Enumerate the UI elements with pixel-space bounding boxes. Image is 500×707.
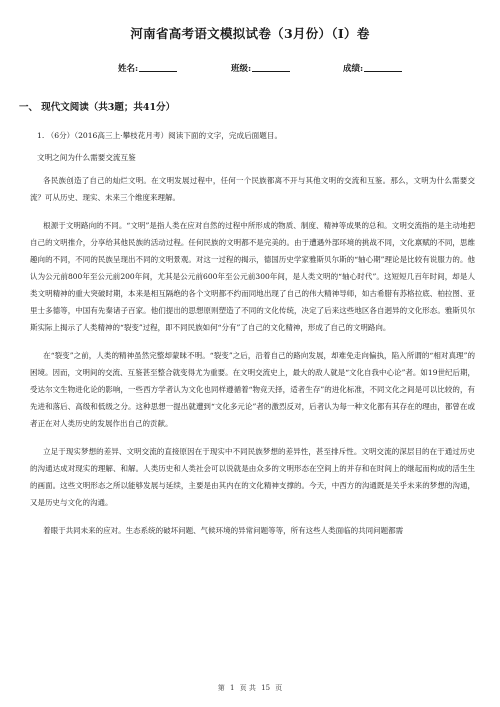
score-field[interactable] xyxy=(343,62,402,74)
footer-page-number: 1 xyxy=(229,684,235,692)
article-title: 文明之间为什么需要交流互鉴 xyxy=(37,153,136,162)
paragraph: 立足于现实梦想的差异、文明交流的直接原因在于现实中不同民族梦想的差异性，甚至排斥性。文明交流的深层目的在于通过历史的沟通达成对现实的理解、和解。人类历史和人类社会可以说就是由众多的文明形态在空间上的并存和在时间上的继起而构成的活生生的画面。这些文明形态之所以能够发展与延续，主要是由其内在的文化精神支撑的。今天，中西方的沟通既是关乎未来的梦想的沟通，又是历史与文化的沟通。 xyxy=(30,447,475,507)
page-title: 河南省高考语文模拟试卷（3月份）（I）卷 xyxy=(130,26,370,41)
class-field[interactable] xyxy=(231,62,290,74)
class-blank[interactable] xyxy=(252,62,290,72)
paragraph: 各民族创造了自己的灿烂文明。在文明发展过程中，任何一个民族都离不开与其他文明的交流和互鉴。那么，文明为什么需要交流？可从历史、现实、未来三个维度来理解。 xyxy=(30,176,475,202)
footer-total-pages: 15 xyxy=(261,684,271,692)
page-footer xyxy=(0,683,500,693)
paragraph: 在“裂变”之前，人类的精神虽然完整却蒙昧不明。“裂变”之后，沿着自己的路向发展，却难免走向偏执，陷入所谓的“相对真理”的困境。因而，文明间的交流、互鉴甚至整合就变得尤为重要。在文明交流史上，最大的敌人就是“文化自我中心论”者。如19世纪后期，受达尔文生物进化论的影响，一些西方学者认为文化也同样遵循着“物竞天择，适者生存”的进化标准，不同文化之间是可以比较的，有先进和落后、高级和低级之分。这种思想一提出就遭到“文化多元论”者的激烈反对，后者认为每一种文化都有其存在的理由，都曾在或者正在对人类历史的发展作出自己的贡献。 xyxy=(30,351,475,428)
score-label: 成绩: xyxy=(343,64,364,74)
footer-prefix: 第 xyxy=(217,684,225,692)
footer-suffix: 页 xyxy=(275,684,283,692)
article-body xyxy=(30,172,475,550)
question-intro: 1. （6分）（2016高三上·攀枝花月考）阅读下面的文字，完成后面题目。 xyxy=(37,131,283,140)
section-heading: 一、 现代文阅读（共3题；共41分） xyxy=(19,102,176,113)
footer-middle: 页 共 xyxy=(239,684,256,692)
name-label: 姓名: xyxy=(118,64,139,74)
class-label: 班级: xyxy=(231,64,252,74)
score-blank[interactable] xyxy=(364,62,402,72)
name-field[interactable] xyxy=(118,62,177,74)
paragraph: 着眼于共同未来的应对。生态系统的破坏问题、气候环境的异常问题等等，所有这些人类面临的共同问题都需 xyxy=(43,526,404,535)
name-blank[interactable] xyxy=(139,62,177,72)
paragraph: 根源于文明路向的不同。“文明”是指人类在应对自然的过程中所形成的物质、制度、精神等成果的总和。文明交流指的是主动地把自己的文明推介，分享给其他民族的活动过程。任何民族的文明都不是完美的。由于遭遇外部环境的挑战不同，文化禀赋的不同，思维趣向的不同，不同的民族呈现出不同的文明景观。对这一过程的揭示，德国历史学家雅斯贝尔斯的“轴心期”理论是比较有说服力的。他认为公元前800年至公元前200年间，尤其是公元前600年至公元前300年间，是人类文明的“轴心时代”。这短短几百年时间，却是人类文明精神的重大突破时期，本来是相互隔绝的各个文明都不约而同地出现了自己的伟大精神导师，如古希腊有苏格拉底、柏拉图、亚里士多德等，中国有先秦诸子百家。他们提出的思想原则塑造了不同的文化传统，决定了后来这些地区各自迥异的文化形态。雅斯贝尔斯实际上揭示了人类精神的“裂变”过程，即不同民族如何“分有”了自己的文化精神，形成了自己的文明路向。 xyxy=(30,221,475,332)
